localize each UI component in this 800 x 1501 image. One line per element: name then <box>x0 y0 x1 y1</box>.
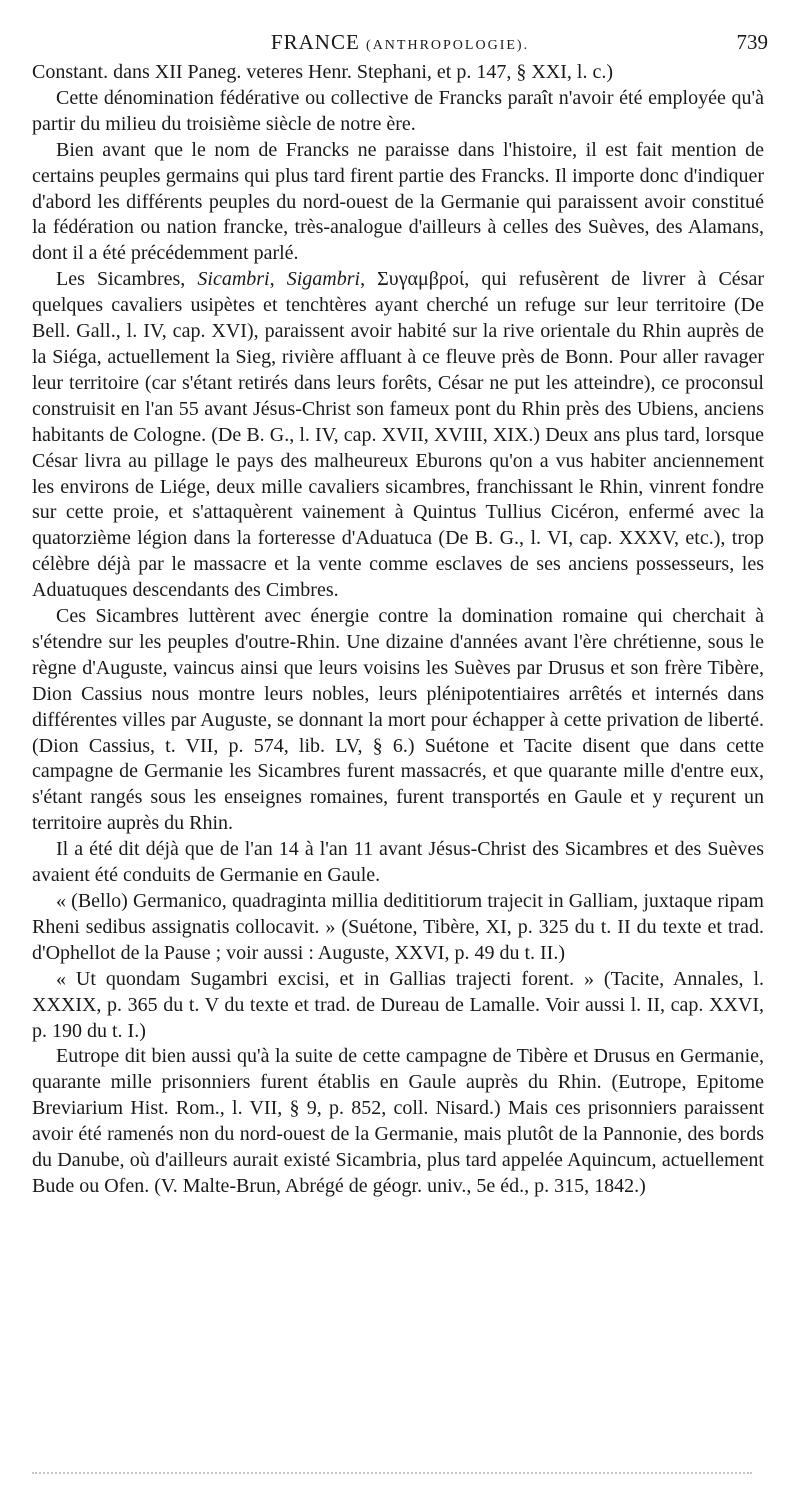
paragraph-text: « (Bello) Germanico, quadraginta millia dedititiorum trajecit in Galliam, juxtaque ripam Rheni sedibus assignatis collocavit. » (Suétone, Tibère, XI, p. 325 du t. II du texte et trad. d'Ophellot de la Pause ; voir aussi : Auguste, XXVI, p. 49 du t. II.) <box>32 890 764 964</box>
paragraph-text: Bien avant que le nom de Francks ne paraisse dans l'histoire, il est fait mention de certains peuples germains qui plus tard firent partie des Francks. Il importe donc d'indiquer d'abord les différents peuples du nord-ouest de la Germanie qui paraissent avoir constitué la fédération ou nation francke, très-analogue d'ailleurs à celles des Suèves, des Alamans, dont il a été précédemment parlé. <box>32 138 764 265</box>
paragraph-text: , Συγαμβροί, qui refusèrent de livrer à César quelques cavaliers usipètes et tenchtères ayant cherché un refuge sur leur territoire (De Bell. Gall., l. IV, cap. XVI), paraissent avoir habité sur la rive orientale du Rhin auprès de la Siéga, actuellement la Sieg, rivière affluant à ce fleuve près de Bonn. Pour aller ravager leur territoire (car s'étant retirés dans leurs forêts, César ne put les atteindre), ce proconsul construisit en l'an 55 avant Jésus-Christ son fameux pont du Rhin près des Ubiens, anciens habitants de Cologne. (De B. G., l. IV, cap. XVII, XVIII, XIX.) Deux ans plus tard, lorsque César livra au pillage le pays des malheureux Eburons qu'on a vus habiter anciennement les environs de Liége, deux mille cavaliers sicambres, franchissant le Rhin, vinrent fondre sur cette proie, et s'attaquèrent vainement à Quintus Tullius Cicéron, enfermé avec la quatorzième légion dans la forteresse d'Aduatuca (De B. G., l. VI, cap. XXXV, etc.), trop célèbre déjà par le massacre et la vente comme esclaves de ses anciens possesseurs, les Aduatuques descendants des Cimbres. <box>32 268 765 602</box>
paragraph-text: Cette dénomination fédérative ou collective de Francks paraît n'avoir été employée qu'à partir du milieu du troisième siècle de notre ère. <box>32 86 764 135</box>
body-text <box>32 60 764 1200</box>
paragraph <box>32 1044 764 1199</box>
italic-text: Sicambri <box>197 268 270 291</box>
paragraph-text: Ces Sicambres luttèrent avec énergie contre la domination romaine qui cherchait à s'étendre sur les peuples d'outre-Rhin. Une dizaine d'années avant l'ère chrétienne, sous le règne d'Auguste, vaincus ainsi que leurs voisins les Suèves par Drusus et son frère Tibère, Dion Cassius nous montre leurs nobles, leurs plénipotentiaires arrêtés et internés dans différentes villes par Auguste, se donnant la mort pour échapper à cette privation de liberté. (Dion Cassius, t. VII, p. 574, lib. LV, § 6.) Suétone et Tacite disent que dans cette campagne de Germanie les Sicambres furent massacrés, et que quarante mille d'entre eux, s'étant rangés sous les enseignes romaines, furent transportés en Gaule et y reçurent un territoire auprès du Rhin. <box>32 605 764 835</box>
running-title <box>32 30 768 55</box>
paragraph <box>32 837 764 889</box>
paragraph <box>32 86 764 138</box>
paragraph <box>32 604 764 837</box>
italic-text: Sigambri <box>286 268 361 291</box>
running-title-subtitle: (ANTHROPOLOGIE). <box>366 38 530 53</box>
running-title-main: FRANCE <box>270 30 360 54</box>
footer-divider <box>32 1472 752 1475</box>
paragraph <box>32 138 764 268</box>
paragraph-text: Constant. dans XII Paneg. veteres Henr. Stephani, et p. 147, § XXI, l. c.) <box>32 61 613 83</box>
paragraph-text: « Ut quondam Sugambri excisi, et in Gallias trajecti forent. » (Tacite, Annales, l. XXXIX, p. 365 du t. V du texte et trad. de Dureau de Lamalle. Voir aussi l. II, cap. XXVI, p. 190 du t. I.) <box>32 967 764 1042</box>
paragraph <box>32 889 764 967</box>
running-head <box>32 30 768 60</box>
paragraph <box>32 267 764 604</box>
paragraph-text: Il a été dit déjà que de l'an 14 à l'an 11 avant Jésus-Christ des Sicambres et des Suèves avaient été conduits de Germanie en Gaule. <box>32 838 764 887</box>
paragraph <box>32 60 764 86</box>
paragraph <box>32 967 764 1045</box>
paragraph-text: , <box>269 268 287 291</box>
paragraph-text: Eutrope dit bien aussi qu'à la suite de cette campagne de Tibère et Drusus en Germanie, quarante mille prisonniers furent établis en Gaule auprès du Rhin. (Eutrope, Epitome Breviarium Hist. Rom., l. VII, § 9, p. 852, coll. Nisard.) Mais ces prisonniers paraissent avoir été ramenés non du nord-ouest de la Germanie, mais plutôt de la Pannonie, des bords du Danube, où d'ailleurs aurait existé Sicambria, plus tard appelée Aquincum, actuellement Bude ou Ofen. (V. Malte-Brun, Abrégé de géogr. univ., 5e éd., p. 315, 1842.) <box>32 1045 764 1197</box>
page-number: 739 <box>736 30 768 54</box>
paragraph-text: Les Sicambres, <box>56 268 198 291</box>
